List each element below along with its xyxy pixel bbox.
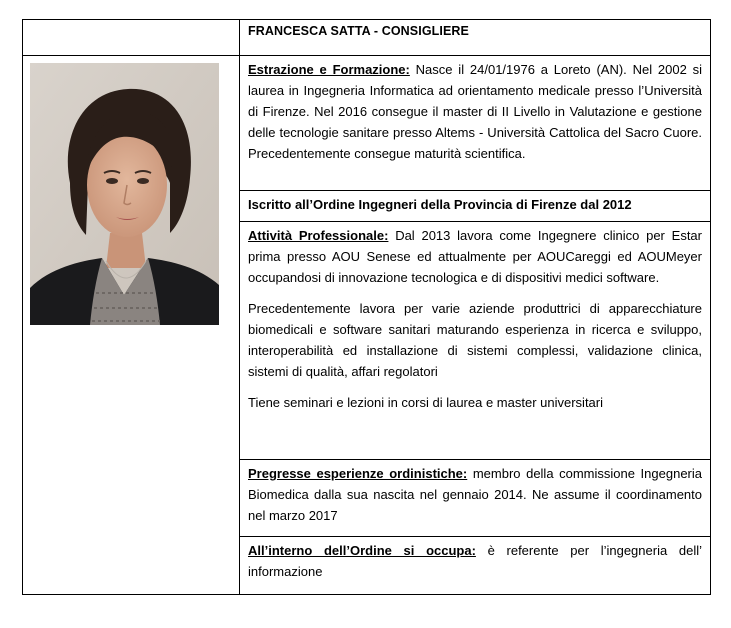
header-name-cell	[240, 20, 711, 56]
attivita-cell	[240, 222, 711, 460]
portrait-photo	[30, 63, 219, 325]
allinterno-paragraph	[248, 540, 702, 582]
attivita-paragraph-2: Precedentemente lavora per varie aziende produttrici di apparecchiature biomedicali e software sanitari maturando esperienza in ricerca e sviluppo, interoperabilità ed installazione di sistemi complessi, validazione clinica, sistemi di qualità, affari regolatori	[248, 301, 702, 379]
estrazione-heading: Estrazione e Formazione:	[248, 62, 410, 77]
attivita-text: Dal 2013 lavora come Ingegnere clinico per Estar prima presso AOU Senese ed attualmente per AOUCareggi ed AOUMeyer occupandosi di innovazione tecnologica e di dispositivi medici software.	[248, 228, 702, 285]
pregresse-cell	[240, 460, 711, 537]
allinterno-text: è referente per l’ingegneria dell’ informazione	[248, 543, 702, 579]
photo-cell	[23, 56, 240, 595]
estrazione-text: Nasce il 24/01/1976 a Loreto (AN). Nel 2002 si laurea in Ingegneria Informatica ad orientamento medicale presso l’Università di Firenze. Nel 2016 consegue il master di II Livello in Valutazione e gestione delle tecnologie sanitare presso Altems - Università Cattolica del Sacro Cuore. Precedentemente consegue maturità scientifica.	[248, 62, 702, 161]
profile-table	[22, 19, 711, 595]
pregresse-text: membro della commissione Ingegneria Biomedica dalla sua nascita nel gennaio 2014. Ne assume il coordinamento nel marzo 2017	[248, 466, 702, 523]
header-empty-cell	[23, 20, 240, 56]
attivita-heading: Attività Professionale:	[248, 228, 389, 243]
person-name-title: FRANCESCA SATTA - CONSIGLIERE	[248, 24, 469, 38]
attivita-paragraph-3: Tiene seminari e lezioni in corsi di laurea e master universitari	[248, 395, 603, 410]
allinterno-heading: All’interno dell’Ordine si occupa:	[248, 543, 476, 558]
iscritto-cell	[240, 191, 711, 222]
estrazione-paragraph	[248, 59, 702, 164]
attivita-paragraph-1	[248, 225, 702, 288]
iscritto-text: Iscritto all’Ordine Ingegneri della Provincia di Firenze dal 2012	[248, 197, 632, 212]
allinterno-cell	[240, 537, 711, 595]
pregresse-paragraph	[248, 463, 702, 526]
pregresse-heading: Pregresse esperienze ordinistiche:	[248, 466, 468, 481]
estrazione-cell	[240, 56, 711, 191]
